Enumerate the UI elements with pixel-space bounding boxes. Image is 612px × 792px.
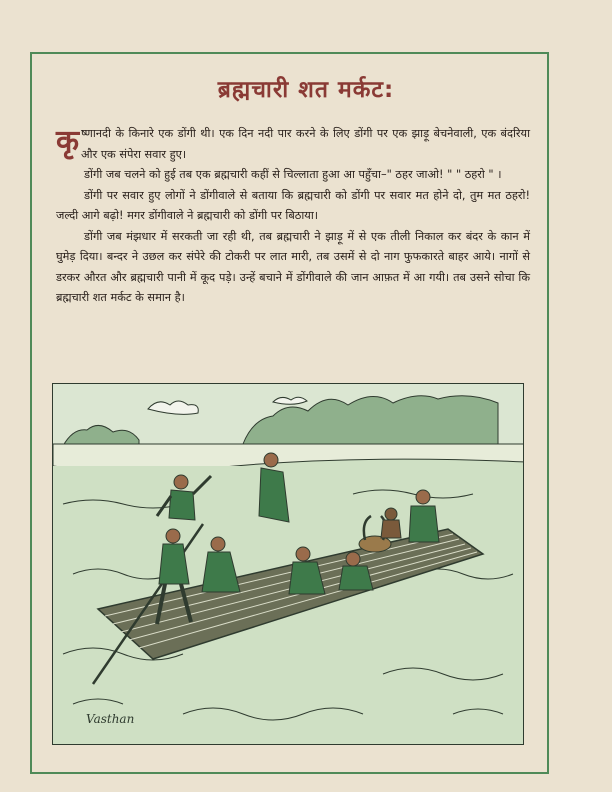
illustration-canvas <box>53 384 524 745</box>
drop-cap: कृ <box>56 124 80 159</box>
artist-signature: Vasthan <box>86 712 135 726</box>
story-paragraph-1 <box>56 124 530 165</box>
story-paragraph-2: डोंगी जब चलने को हुई तब एक ब्रह्मचारी कहीं से चिल्लाता हुआ आ पहुँचा–" ठहर जाओ! " " ठहरो " । <box>84 168 502 181</box>
story-illustration <box>52 383 524 745</box>
story-title: ब्रह्मचारी शत मर्कट: <box>217 77 395 103</box>
story-body <box>56 124 530 309</box>
story-paragraph-4: डोंगी जब मंझधार में सरकती जा रही थी, तब ब्रह्मचारी ने झाड़ू में से एक तीली निकाल कर बंदर के कान में घुमेड़ दिया। बन्दर ने उछल कर संपेरे की टोकरी पर लात मारी, तब उसमें से दो नाग फुफकारते बाहर आये। नागों से डरकर औरत और ब्रह्मचारी पानी में कूद पड़े। उन्हें बचाने में डोंगीवाले की जान आफ़त में आ गयी। तब उसने सोचा कि ब्रह्मचारी शत मर्कट के समान है। <box>56 229 530 304</box>
story-paragraph-3: डोंगी पर सवार हुए लोगों ने डोंगीवाले से बताया कि ब्रह्मचारी को डोंगी पर सवार मत होने दो, तुम मत ठहरो! जल्दी आगे बढ़ो! मगर डोंगीवाले ने ब्रह्मचारी को डोंगी पर बिठाया। <box>56 188 530 222</box>
story-paragraph-1-text: ष्णानदी के किनारे एक डोंगी थी। एक दिन नदी पार करने के लिए डोंगी पर एक झाड़ू बेचनेवाली, एक बंदरिया और एक संपेरा सवार हुए। <box>81 127 530 161</box>
